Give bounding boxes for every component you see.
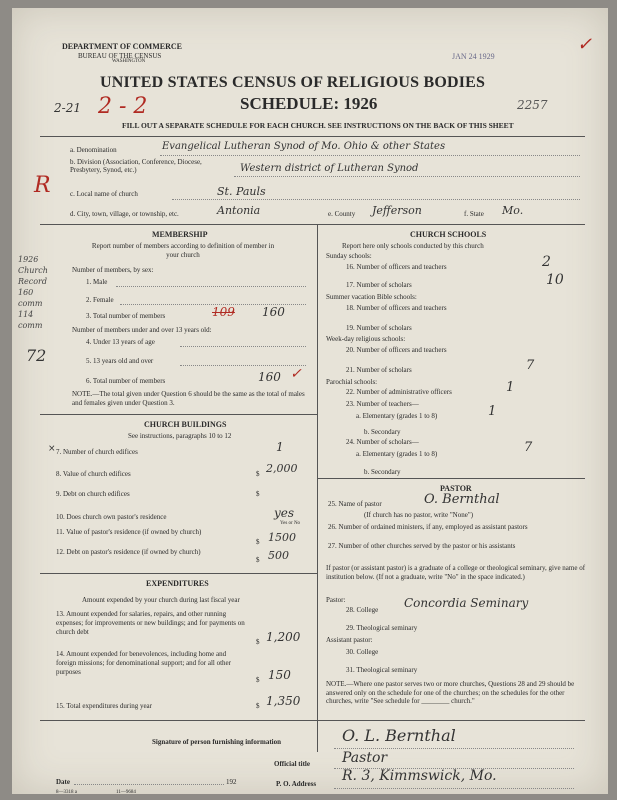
q7-label: 7. Number of church edifices xyxy=(56,448,138,456)
q23a-label: a. Elementary (grades 1 to 8) xyxy=(356,412,438,420)
division-value: Western district of Lutheran Synod xyxy=(240,163,419,174)
division-label: b. Division (Association, Conference, Diocese, Presbytery, Synod, etc.) xyxy=(70,158,202,174)
schools-subheading: Report here only schools conducted by this church xyxy=(342,242,484,250)
received-stamp: JAN 24 1929 xyxy=(452,52,495,61)
q31-label: 31. Theological seminary xyxy=(346,666,418,674)
state-label: f. State xyxy=(464,210,484,218)
q3-label: 3. Total number of members xyxy=(86,312,166,320)
membership-note: NOTE.—The total given under Question 6 should be the same as the total of males and females given under Question 3. xyxy=(72,390,305,407)
q28-label: 28. College xyxy=(346,606,379,614)
po-address-value: R. 3, Kimmswick, Mo. xyxy=(342,768,497,784)
q16-label: 16. Number of officers and teachers xyxy=(346,263,447,271)
form-code: 8—3318 a xyxy=(56,790,77,795)
q24a-value: 7 xyxy=(524,440,533,455)
q11-value: 1500 xyxy=(268,531,296,544)
department-label: DEPARTMENT OF COMMERCE xyxy=(62,42,183,51)
city-label: WASHINGTON xyxy=(112,59,146,64)
q6-check: ✓ xyxy=(290,366,302,382)
county-label: e. County xyxy=(328,210,356,218)
denomination-label: a. Denomination xyxy=(70,146,117,154)
q8-label: 8. Value of church edifices xyxy=(56,470,131,478)
assistant-label: Assistant pastor: xyxy=(326,636,373,644)
check-mark: ✓ xyxy=(577,34,593,55)
pastor-heading: PASTOR xyxy=(440,484,472,493)
college-note: If pastor (or assistant pastor) is a graduate of a college or theological seminary, give name of institution below. (If not a graduate, write "No" in the space indicated.) xyxy=(326,564,586,581)
county-value: Jefferson xyxy=(372,204,422,217)
weekday-label: Week-day religious schools: xyxy=(326,335,406,343)
membership-margin-notes: 1926 Church Record 160 comm 114 comm xyxy=(18,255,48,330)
schedule-number: 2257 xyxy=(517,98,548,112)
corner-mark: R xyxy=(34,173,51,198)
po-address-label: P. O. Address xyxy=(276,780,317,788)
q12-value: 500 xyxy=(268,549,289,562)
state-value: Mo. xyxy=(502,204,524,217)
q2-label: 2. Female xyxy=(86,296,114,304)
q21-label: 21. Number of scholars xyxy=(346,366,412,374)
q6-label: 6. Total number of members xyxy=(86,377,166,385)
official-title-label: Official title xyxy=(274,760,310,768)
q10-value: yes xyxy=(274,506,295,520)
q16-value: 2 xyxy=(542,254,551,270)
q13-label: 13. Amount expended for salaries, repairs, and other running expenses; for improvements or new buildings; and for payments on church debt xyxy=(56,610,245,636)
q15-label: 15. Total expenditures during year xyxy=(56,702,152,710)
q10-options: Yes or No xyxy=(280,521,301,526)
q14-label: 14. Amount expended for benevolences, including home and foreign missions; for denominational support; and for all other purposes xyxy=(56,650,231,676)
sunday-label: Sunday schools: xyxy=(326,252,372,260)
expenditures-heading: EXPENDITURES xyxy=(146,579,209,588)
expenditures-subheading: Amount expended by your church during last fiscal year xyxy=(82,596,240,604)
date-label: Date xyxy=(56,778,70,786)
form-code-2: 11—9684 xyxy=(116,790,136,795)
church-name-value: St. Pauls xyxy=(217,185,266,198)
q8-value: 2,000 xyxy=(266,462,298,475)
schools-heading: CHURCH SCHOOLS xyxy=(410,230,487,239)
q14-value: 150 xyxy=(268,668,291,682)
under-over-label: Number of members under and over 13 years old: xyxy=(72,326,212,334)
membership-heading: MEMBERSHIP xyxy=(152,230,208,239)
q18-label: 18. Number of officers and teachers xyxy=(346,304,447,312)
buildings-heading: CHURCH BUILDINGS xyxy=(144,420,227,429)
q9-label: 9. Debt on church edifices xyxy=(56,490,130,498)
by-sex-label: Number of members, by sex: xyxy=(72,266,154,274)
city-label: d. City, town, village, or township, etc. xyxy=(70,210,179,218)
margin-note-72: 72 xyxy=(26,346,47,365)
q7-value: 1 xyxy=(276,440,284,454)
q21-value: 7 xyxy=(526,358,535,373)
q24a-label: a. Elementary (grades 1 to 8) xyxy=(356,450,438,458)
bureau-label: BUREAU OF THE CENSUS xyxy=(78,52,162,60)
buildings-subheading: See instructions, paragraphs 10 to 12 xyxy=(128,432,232,440)
q22-value: 1 xyxy=(506,380,515,395)
q30-label: 30. College xyxy=(346,648,379,656)
pastor-label: Pastor: xyxy=(326,596,346,604)
q29-label: 29. Theological seminary xyxy=(346,624,418,632)
q11-label: 11. Value of pastor's residence (if owned by church) xyxy=(56,528,202,536)
census-schedule-page: DEPARTMENT OF COMMERCE BUREAU OF THE CENSUS WASHINGTON JAN 24 1929 ✓ UNITED STATES CENSUS OF RELIGIOUS BODIES SCHEDULE: 1926 2257 2-21 2 - 2 FILL OUT A SEPARATE SCHEDULE FOR EACH CHURCH. SEE INSTRUCTIONS ON THE BACK OF THIS SHEET R a. Denomination Evangelical Lutheran Synod of Mo. Ohio & other States b. Division (Association, Conference, Diocese, Presbytery, Synod, etc.) Western district of Lutheran Synod c. Local name of church St. Pauls d. City, town, village, or township, etc. Antonia e. County Jefferson f. State Mo. MEMBERSHIP Report number of members according to definition of member in your church 1926 Church Record 160 comm 114 comm Number of members, by sex: 1. Male 2. Female 3. Total number of members 109 160 Number of members under and over 13 years old: 4. Under 13 years of age 72 5. 13 years old and over 6. Total number of members 160 ✓ NOTE.—The total given under Question 6 should be the same as the total of males and females given under Question 3. CHURCH BUILDINGS See instructions, paragraphs 10 to 12 × 7. Number of church edifices 1 8. Value of church edifices $ 2,000 9. Debt on church edifices $ 10. Does church own pastor's residence yes Yes or No 11. Value of pastor's residence (if owned by church) $ 1500 12. Debt on pastor's residence (if owned by church) $ 500 EXPENDITURES Amount expended by your church during last fiscal year 13. Amount expended for salaries, repairs, and other running expenses; for improvements or new buildings; and for payments on church debt $ 1,200 14. Amount expended for benevolences, including home and foreign missions; for denominational support; and for all other purposes $ 150 15. Total expenditures during year $ 1,350 CHURCH SCHOOLS Report here only schools conducted by this church Sunday schools: 16. Number of officers and teachers 2 17. Number of scholars 10 Summer vacation Bible schools: 18. Number of officers and teachers 19. Number of scholars Week-day religious schools: 20. Number of officers and teachers 21. Number of scholars 7 Parochial schools: 22. Number of administrative officers 1 23. Number of teachers— a. Elementary (grades 1 to 8) 1 b. Secondary 24. Number of scholars— a. Elementary (grades 1 to 8) 7 b. Secondary PASTOR 25. Name of pastor O. Bernthal (If church has no pastor, write "None") 26. Number of ordained ministers, if any, employed as assistant pastors 27. Number of other churches served by the pastor or his assistants If pastor (or assistant pastor) is a graduate of a college or theological seminary, give name of institution below. (If not a graduate, write "No" in the space indicated.) Pastor: 28. College Concordia Seminary 29. Theological seminary Assistant pastor: 30. College 31. Theological seminary NOTE.—Where one pastor serves two or more churches, Questions 28 and 29 should be answered only on the schedule for one of the churches; on the schedules for the other churches, write "See schedule for ________ church." Signature of person furnishing information O. L. Bernthal Official title Pastor Date 192 P. O. Address R. 3, Kimmswick, Mo. 8—3318 a 11—9684 xyxy=(12,8,608,794)
q23a-value: 1 xyxy=(488,404,497,419)
q26-label: 26. Number of ordained ministers, if any, employed as assistant pastors xyxy=(328,523,528,531)
parochial-label: Parochial schools: xyxy=(326,378,378,386)
instruction-line: FILL OUT A SEPARATE SCHEDULE FOR EACH CHURCH. SEE INSTRUCTIONS ON THE BACK OF THIS SHEET xyxy=(122,121,514,130)
q23-label: 23. Number of teachers— xyxy=(346,400,419,408)
q17-label: 17. Number of scholars xyxy=(346,281,412,289)
q23b-label: b. Secondary xyxy=(364,428,401,436)
schedule-title: SCHEDULE: 1926 xyxy=(240,94,378,113)
signature-value: O. L. Bernthal xyxy=(342,726,456,745)
summer-label: Summer vacation Bible schools: xyxy=(326,293,417,301)
q3-struck-value: 109 xyxy=(212,305,235,319)
q10-label: 10. Does church own pastor's residence xyxy=(56,513,167,521)
church-name-label: c. Local name of church xyxy=(70,190,138,198)
top-handwritten-mark: 2 - 2 xyxy=(98,94,148,119)
q17-value: 10 xyxy=(546,272,564,288)
city-value: Antonia xyxy=(217,204,261,217)
q5-label: 5. 13 years old and over xyxy=(86,357,154,365)
q4-label: 4. Under 13 years of age xyxy=(86,338,155,346)
q22-label: 22. Number of administrative officers xyxy=(346,388,452,396)
year-label: 192 xyxy=(226,778,237,786)
form-title: UNITED STATES CENSUS OF RELIGIOUS BODIES xyxy=(100,74,486,91)
q7-mark: × xyxy=(48,444,56,454)
margin-note-top: 2-21 xyxy=(54,101,81,115)
q12-label: 12. Debt on pastor's residence (if owned by church) xyxy=(56,548,201,556)
q28-value: Concordia Seminary xyxy=(404,596,529,610)
pastor-note: NOTE.—Where one pastor serves two or more churches, Questions 28 and 29 should be answered only on the schedule for one of the churches; on the schedules for the other churches, write "See schedule for ________ church." xyxy=(326,680,575,705)
q25-value: O. Bernthal xyxy=(424,492,500,507)
q24b-label: b. Secondary xyxy=(364,468,401,476)
official-title-value: Pastor xyxy=(342,750,388,766)
q25-note: (If church has no pastor, write "None") xyxy=(364,511,474,519)
q25-label: 25. Name of pastor xyxy=(328,500,382,508)
q27-label: 27. Number of other churches served by the pastor or his assistants xyxy=(328,542,516,550)
q13-value: 1,200 xyxy=(266,630,301,644)
q3-value: 160 xyxy=(262,305,285,319)
q20-label: 20. Number of officers and teachers xyxy=(346,346,447,354)
membership-subheading: Report number of members according to definition of member in your church xyxy=(91,242,275,259)
q19-label: 19. Number of scholars xyxy=(346,324,412,332)
q1-label: 1. Male xyxy=(86,278,108,286)
q24-label: 24. Number of scholars— xyxy=(346,438,419,446)
denomination-value: Evangelical Lutheran Synod of Mo. Ohio & other States xyxy=(162,141,446,152)
q6-value: 160 xyxy=(258,370,281,384)
q15-value: 1,350 xyxy=(266,694,301,708)
signature-label: Signature of person furnishing information xyxy=(152,738,281,746)
